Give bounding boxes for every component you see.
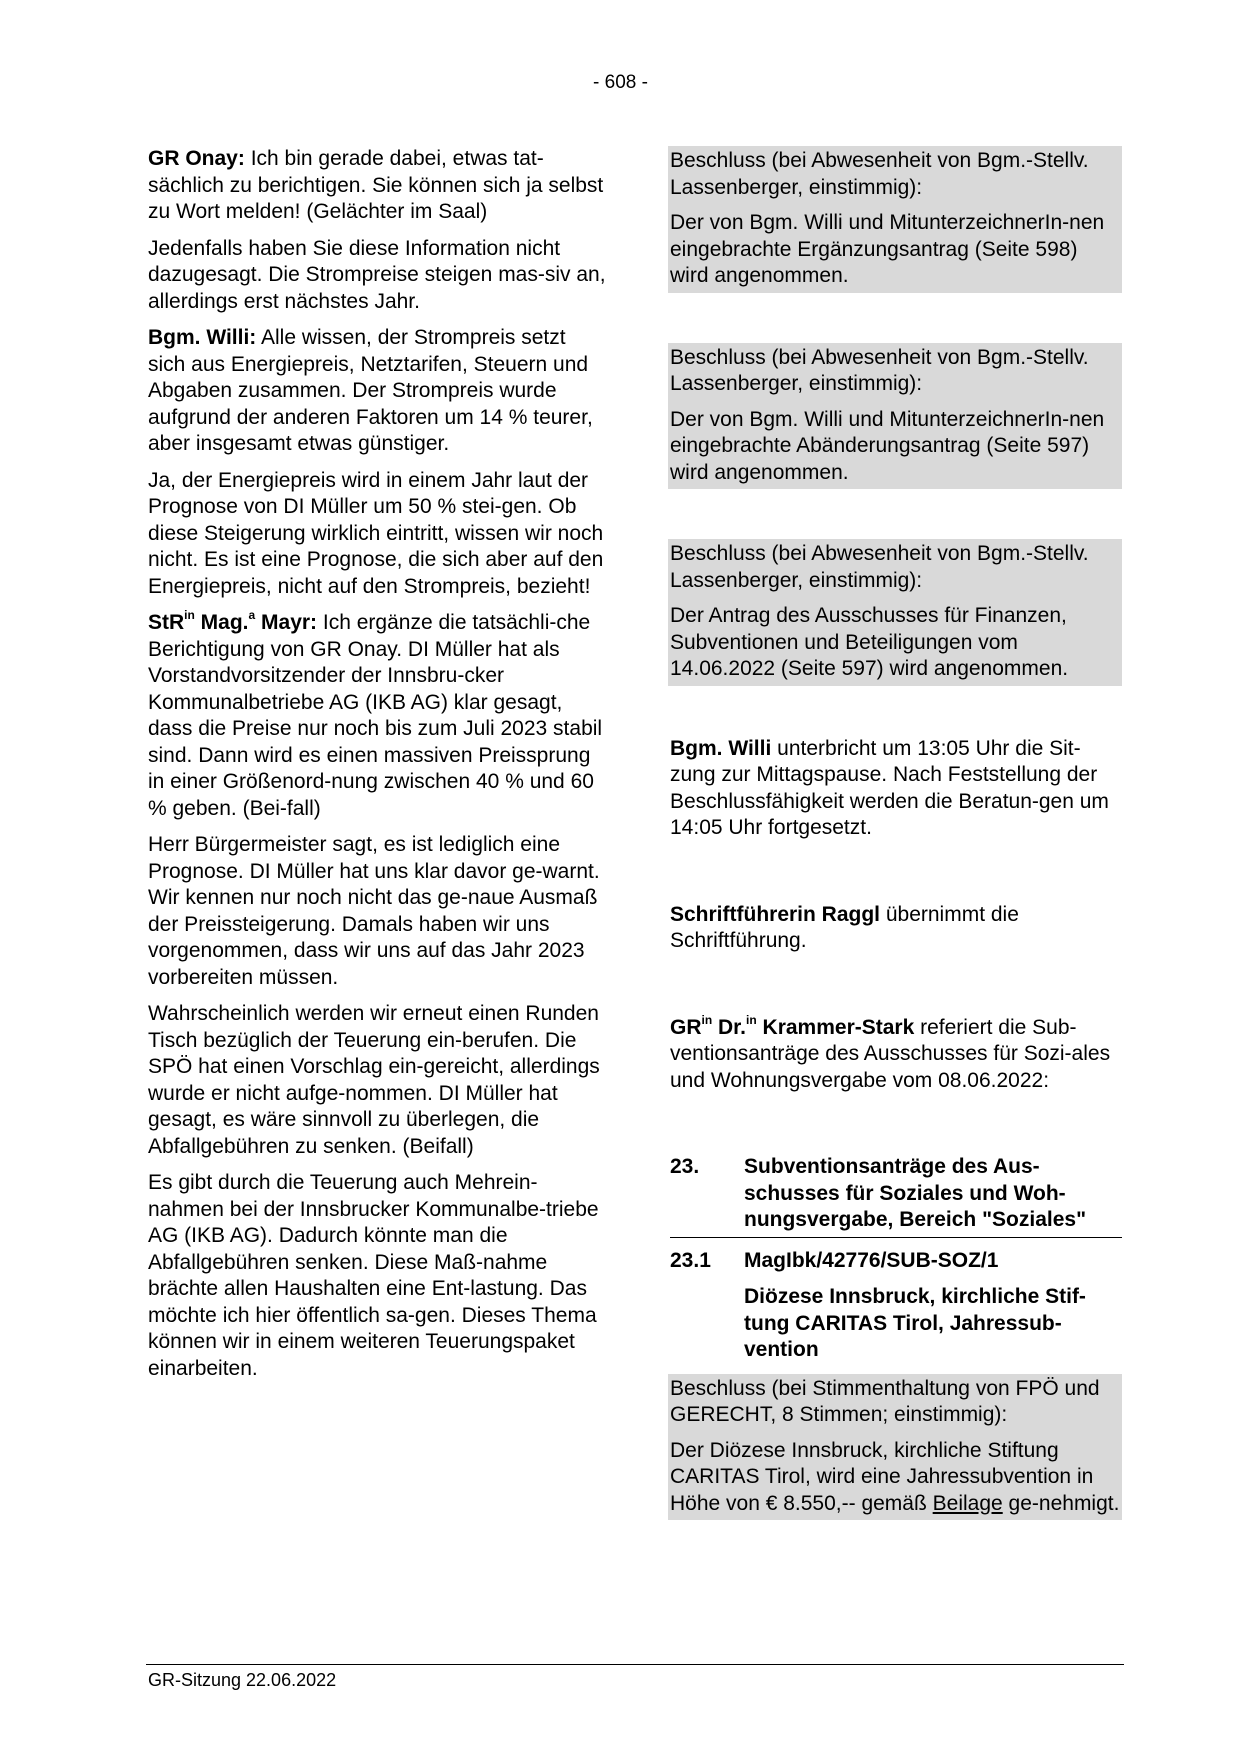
speaker-name: Bgm. Willi (670, 736, 772, 760)
paragraph-willi (148, 325, 606, 458)
left-column (148, 146, 606, 1392)
resolution-body: Der Diözese Innsbruck, kirchliche Stiftung CARITAS Tirol, wird eine Jahressubvention in Höhe von € 8.550,-- gemäß Beilage ge-nehmigt. (670, 1438, 1120, 1515)
speaker-name: Bgm. Willi: (148, 326, 257, 349)
session-break-note: Bgm. Willi unterbricht um 13:05 Uhr die Sit-zung zur Mittagspause. Nach Feststellung der Beschlussfähigkeit werden die Beratun-gen um 14:05 Uhr fortgesetzt. (670, 736, 1109, 839)
sub-item-title: Diözese Innsbruck, kirchliche Stif-tung CARITAS Tirol, Jahressub-vention (744, 1285, 1086, 1361)
attachment-link[interactable]: Beilage (932, 1491, 1003, 1515)
page-number: - 608 - (593, 72, 648, 93)
speech-text: Ich bin gerade dabei, etwas tat-sächlich zu berichtigen. Sie können sich ja selbst zu Wort melden! (Gelächter im Saal) (148, 147, 604, 223)
paragraph-mayr (148, 610, 606, 822)
resolution-head: Beschluss (bei Abwesenheit von Bgm.-Stellv. Lassenberger, einstimmig): (670, 149, 1089, 199)
resolution-head: Beschluss (bei Abwesenheit von Bgm.-Stellv. Lassenberger, einstimmig): (670, 542, 1089, 592)
resolution-box (668, 146, 1122, 293)
agenda-item-title: Subventionsanträge des Aus-schusses für Soziales und Woh-nungsvergabe, Bereich "Soziales" (744, 1155, 1087, 1231)
agenda-item-number: 23. (670, 1155, 700, 1178)
sub-item-code: MagIbk/42776/SUB-SOZ/1 (744, 1248, 999, 1272)
paragraph: Wahrscheinlich werden wir erneut einen Runden Tisch bezüglich der Teuerung ein-berufen. Die SPÖ hat einen Vorschlag ein-gereicht, allerdings wurde er nicht aufge-nommen. DI Müller hat gesagt, es wäre sinnvoll zu überlegen, die Abfallgebühren zu senken. (Beifall) (148, 1002, 600, 1158)
speaker-name: StR$^{in}$ Mag.$^a$ Mayr: (148, 608, 318, 634)
speaker-name: Schriftführerin Raggl (670, 902, 881, 926)
paragraph-onay (148, 146, 606, 226)
resolution-body: Der von Bgm. Willi und MitunterzeichnerIn-nen eingebrachte Abänderungsantrag (Seite 597) wird angenommen. (670, 407, 1105, 484)
sub-item-number: 23.1 (670, 1248, 711, 1272)
speech-text: Alle wissen, der Strompreis setzt sich aus Energiepreis, Netztarifen, Steuern und Abgaben zusammen. Der Strompreis wurde aufgrund der anderen Faktoren um 14 % teurer, aber insgesamt etwas günstiger. (148, 326, 593, 455)
speaker-name: GR Onay: (148, 147, 245, 170)
paragraph: Jedenfalls haben Sie diese Information nicht dazugesagt. Die Strompreise steigen mas-siv an, allerdings erst nächstes Jahr. (148, 236, 606, 313)
paragraph: Es gibt durch die Teuerung auch Mehrein-nahmen bei der Innsbrucker Kommunalbe-triebe AG (IKB AG). Dadurch könnte man die Abfallgebühren senken. Diese Maß-nahme brächte allen Haushalten eine Ent-lastung. Das möchte ich hier öffentlich sa-gen. Dieses Thema können wir in einem weiteren Teuerungspaket einarbeiten. (148, 1171, 599, 1380)
agenda-item-heading (670, 1154, 1122, 1238)
paragraph: Herr Bürgermeister sagt, es ist lediglich eine Prognose. DI Müller hat uns klar davor ge-warnt. Wir kennen nur noch nicht das ge-naue Ausmaß der Preissteigerung. Damals haben wir uns vorgenommen, dass wir uns auf das Jahr 2023 vorbereiten müssen. (148, 833, 600, 989)
speaker-name: $GR^{in}$ Dr.$^{in}$ Krammer-Stark (670, 1012, 915, 1039)
resolution-head: Beschluss (bei Stimmenthaltung von FPÖ und GERECHT, 8 Stimmen; einstimmig): (670, 1376, 1100, 1426)
resolution-box (668, 343, 1122, 490)
resolution-body: Der von Bgm. Willi und MitunterzeichnerIn-nen eingebrachte Ergänzungsantrag (Seite 598) wird angenommen. (670, 211, 1105, 287)
footer-session-date: GR-Sitzung 22.06.2022 (148, 1670, 337, 1690)
resolution-box (668, 1374, 1122, 1521)
sub-item-heading (670, 1248, 1122, 1275)
resolution-head: Beschluss (bei Abwesenheit von Bgm.-Stellv. Lassenberger, einstimmig): (670, 345, 1089, 395)
resolution-box (668, 539, 1122, 686)
speech-text: Ich ergänze die tatsächli-che Berichtigung von GR Onay. DI Müller hat als Vorstandvorsitzender der Innsbru-cker Kommunalbetriebe AG (IKB AG) klar gesagt, dass die Preise nur noch bis zum Juli 2023 stabil sind. Dann wird es einen massiven Preissprung in einer Größenord-nung zwischen 40 % und 60 % geben. (Bei-fall) (148, 611, 603, 820)
paragraph: Ja, der Energiepreis wird in einem Jahr laut der Prognose von DI Müller um 50 % stei-gen. Ob diese Steigerung wirklich eintritt, wissen wir noch nicht. Es ist eine Prognose, die sich aber auf den Energiepreis, nicht auf den Strompreis, bezieht! (148, 468, 604, 598)
right-column (670, 146, 1122, 1520)
secretary-note: Schriftführerin Raggl übernimmt die Schriftführung. (670, 902, 1019, 952)
report-note: $GR^{in}$ Dr.$^{in}$ Krammer-Stark referiert die Sub-ventionsanträge des Ausschusses für Sozi-ales und Wohnungsvergabe vom 08.06.2022: (670, 1012, 1111, 1092)
resolution-body: Der Antrag des Ausschusses für Finanzen, Subventionen und Beteiligungen vom 14.06.2022 (Seite 597) wird angenommen. (670, 604, 1069, 680)
footer-rule (146, 1664, 1124, 1665)
